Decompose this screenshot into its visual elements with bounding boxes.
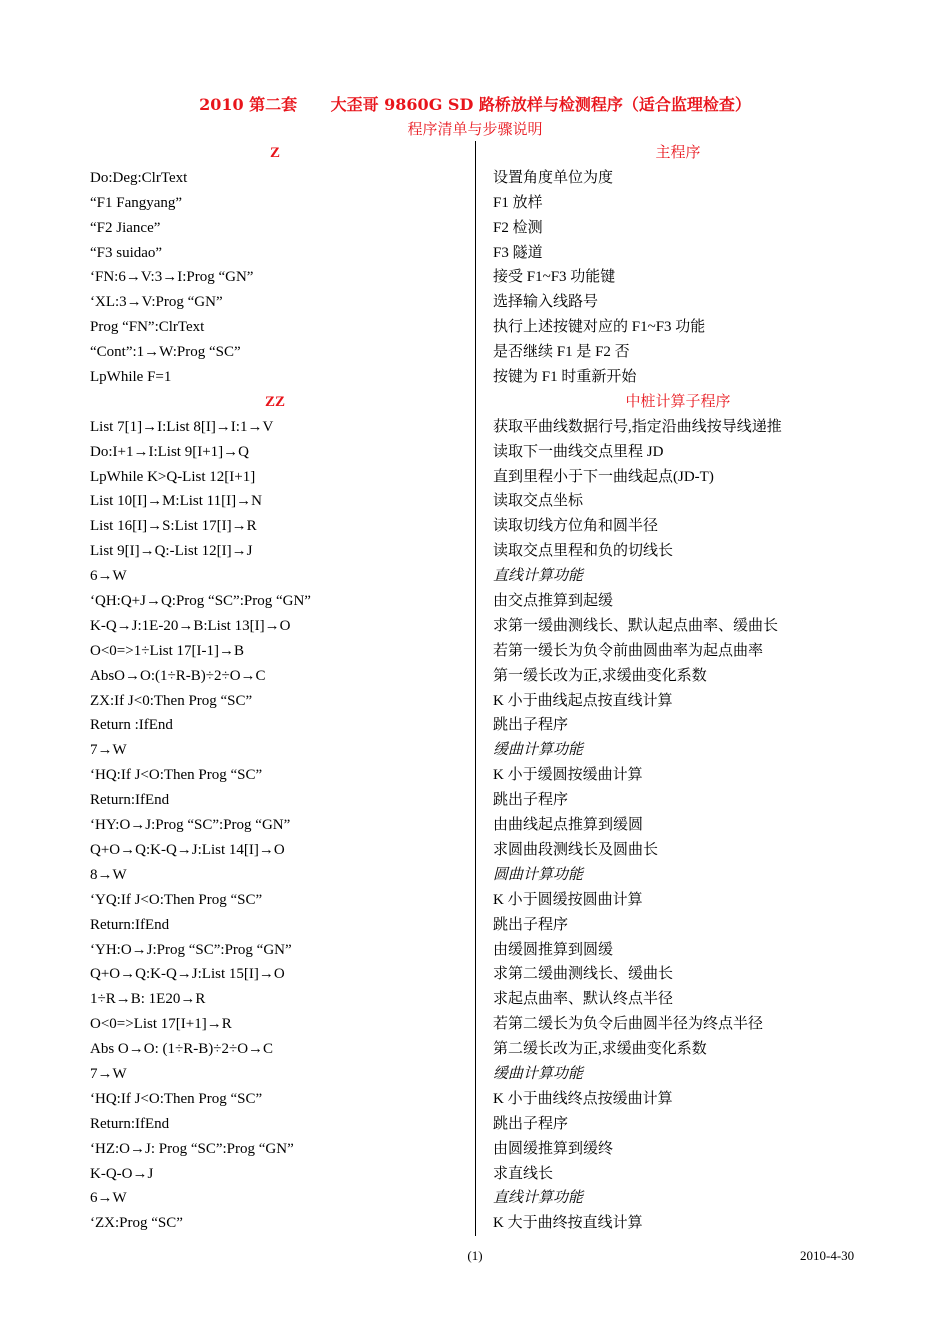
code-line: Prog “FN”:ClrText bbox=[90, 319, 205, 336]
code-line: List 16[I]→S:List 17[I]→R bbox=[90, 518, 257, 535]
code-line: Q+O→Q:K-Q→J:List 14[I]→O bbox=[90, 841, 285, 858]
code-line: K-Q→J:1E-20→B:List 13[I]→O bbox=[90, 617, 291, 634]
note-line: F1 放样 bbox=[493, 194, 543, 211]
code-line: ‘HY:O→J:Prog “SC”:Prog “GN” bbox=[90, 817, 291, 834]
code-line: LpWhile F=1 bbox=[90, 369, 172, 386]
note-line: 读取交点坐标 bbox=[493, 493, 584, 510]
note-line: 若第一缓长为负令前曲圆曲率为起点曲率 bbox=[493, 642, 764, 659]
code-line: Return :IfEnd bbox=[90, 717, 173, 734]
code-line: 1÷R→B: 1E20→R bbox=[90, 991, 206, 1008]
column-divider bbox=[475, 141, 476, 1236]
explanation-column bbox=[493, 141, 893, 1236]
note-line: 缓曲计算功能 bbox=[493, 1065, 584, 1082]
note-section-heading: 中桩计算子程序 bbox=[625, 393, 731, 410]
document-subtitle: 程序清单与步骤说明 bbox=[407, 120, 543, 138]
code-line: List 7[1]→I:List 8[I]→I:1→V bbox=[90, 418, 274, 435]
note-line: 跳出子程序 bbox=[493, 916, 569, 933]
document-title: 2010 第二套 大歪哥 9860G SD 路桥放样与检测程序（适合监理检查） bbox=[199, 95, 751, 114]
code-line: “F1 Fangyang” bbox=[90, 194, 183, 211]
note-line: 若第二缓长为负令后曲圆半径为终点半径 bbox=[493, 1016, 764, 1033]
code-line: 6→W bbox=[90, 568, 127, 585]
code-line: Do:I+1→I:List 9[I+1]→Q bbox=[90, 443, 249, 460]
note-line: 获取平曲线数据行号,指定沿曲线按导线递推 bbox=[493, 418, 782, 435]
code-line: O<0=>1÷List 17[I-1]→B bbox=[90, 642, 245, 659]
code-line: ‘FN:6→V:3→I:Prog “GN” bbox=[90, 269, 254, 286]
code-section-heading: ZZ bbox=[264, 393, 285, 410]
note-line: F2 检测 bbox=[493, 219, 543, 236]
note-line: 第一缓长改为正,求缓曲变化系数 bbox=[493, 667, 707, 684]
program-listing-column bbox=[90, 141, 460, 1236]
code-line: Return:IfEnd bbox=[90, 1115, 170, 1132]
code-line: “F2 Jiance” bbox=[90, 219, 161, 236]
note-line: 求起点曲率、默认终点半径 bbox=[493, 991, 674, 1008]
note-line: 求第一缓曲测线长、默认起点曲率、缓曲长 bbox=[493, 617, 779, 634]
code-line: ‘HZ:O→J: Prog “SC”:Prog “GN” bbox=[90, 1140, 294, 1157]
code-line: ‘XL:3→V:Prog “GN” bbox=[90, 294, 223, 311]
note-line: K 小于曲线起点按直线计算 bbox=[493, 692, 673, 709]
code-line: K-Q-O→J bbox=[90, 1165, 154, 1182]
note-line: 是否继续 F1 是 F2 否 bbox=[493, 344, 630, 361]
code-line: 8→W bbox=[90, 866, 127, 883]
code-line: 6→W bbox=[90, 1190, 127, 1207]
note-line: 直线计算功能 bbox=[493, 1190, 584, 1207]
code-line: ‘YH:O→J:Prog “SC”:Prog “GN” bbox=[90, 941, 292, 958]
code-line: List 10[I]→M:List 11[I]→N bbox=[90, 493, 262, 510]
note-line: 选择输入线路号 bbox=[493, 294, 599, 311]
page-number: (1) bbox=[467, 1248, 483, 1263]
note-line: 求圆曲段测线长及圆曲长 bbox=[493, 841, 659, 858]
note-line: 执行上述按键对应的 F1~F3 功能 bbox=[493, 319, 706, 336]
note-line: 求直线长 bbox=[493, 1165, 554, 1182]
code-line: 7→W bbox=[90, 742, 127, 759]
note-line: 读取下一曲线交点里程 JD bbox=[493, 443, 664, 460]
note-line: 求第二缓曲测线长、缓曲长 bbox=[493, 966, 674, 983]
note-line: 设置角度单位为度 bbox=[493, 169, 614, 186]
code-line: ‘HQ:If J<O:Then Prog “SC” bbox=[90, 1090, 263, 1107]
code-line: ‘HQ:If J<O:Then Prog “SC” bbox=[90, 767, 263, 784]
code-line: AbsO→O:(1÷R-B)÷2÷O→C bbox=[90, 667, 266, 684]
code-line: “Cont”:1→W:Prog “SC” bbox=[90, 344, 241, 361]
note-line: 由圆缓推算到缓终 bbox=[493, 1140, 614, 1157]
note-line: 圆曲计算功能 bbox=[493, 866, 584, 883]
code-line: 7→W bbox=[90, 1065, 127, 1082]
code-line: LpWhile K>Q-List 12[I+1] bbox=[90, 468, 256, 485]
note-line: 第二缓长改为正,求缓曲变化系数 bbox=[493, 1041, 707, 1058]
note-line: 直到里程小于下一曲线起点(JD-T) bbox=[493, 468, 714, 485]
note-line: 由缓圆推算到圆缓 bbox=[493, 941, 614, 958]
code-line: ‘YQ:If J<O:Then Prog “SC” bbox=[90, 891, 263, 908]
note-line: 由交点推算到起缓 bbox=[493, 593, 614, 610]
note-section-heading: 主程序 bbox=[655, 145, 701, 161]
note-line: 直线计算功能 bbox=[493, 568, 584, 585]
code-line: Abs O→O: (1÷R-B)÷2÷O→C bbox=[90, 1041, 274, 1058]
note-line: 接受 F1~F3 功能键 bbox=[493, 269, 616, 286]
note-line: 跳出子程序 bbox=[493, 1115, 569, 1132]
footer-date: 2010-4-30 bbox=[800, 1248, 855, 1263]
note-line: K 小于缓圆按缓曲计算 bbox=[493, 767, 643, 784]
code-line: Return:IfEnd bbox=[90, 916, 170, 933]
note-line: 按键为 F1 时重新开始 bbox=[493, 369, 637, 386]
note-line: 读取切线方位角和圆半径 bbox=[493, 518, 659, 535]
note-line: 跳出子程序 bbox=[493, 717, 569, 734]
code-line: Return:IfEnd bbox=[90, 792, 170, 809]
code-line: “F3 suidao” bbox=[90, 244, 163, 261]
code-line: List 9[I]→Q:-List 12[I]→J bbox=[90, 543, 253, 560]
note-line: 缓曲计算功能 bbox=[493, 742, 584, 759]
code-line: Do:Deg:ClrText bbox=[90, 169, 188, 186]
note-line: K 大于曲终按直线计算 bbox=[493, 1215, 643, 1232]
code-line: ‘ZX:Prog “SC” bbox=[90, 1215, 183, 1232]
note-line: K 小于曲线终点按缓曲计算 bbox=[493, 1090, 673, 1107]
note-line: 读取交点里程和负的切线长 bbox=[493, 543, 674, 560]
code-line: ZX:If J<0:Then Prog “SC” bbox=[90, 692, 253, 709]
code-line: O<0=>List 17[I+1]→R bbox=[90, 1016, 232, 1033]
note-line: K 小于圆缓按圆曲计算 bbox=[493, 891, 643, 908]
note-line: 跳出子程序 bbox=[493, 792, 569, 809]
note-line: 由曲线起点推算到缓圆 bbox=[493, 817, 644, 834]
code-line: Q+O→Q:K-Q→J:List 15[I]→O bbox=[90, 966, 285, 983]
code-section-heading: Z bbox=[269, 145, 280, 161]
note-line: F3 隧道 bbox=[493, 244, 543, 261]
code-line: ‘QH:Q+J→Q:Prog “SC”:Prog “GN” bbox=[90, 593, 311, 610]
